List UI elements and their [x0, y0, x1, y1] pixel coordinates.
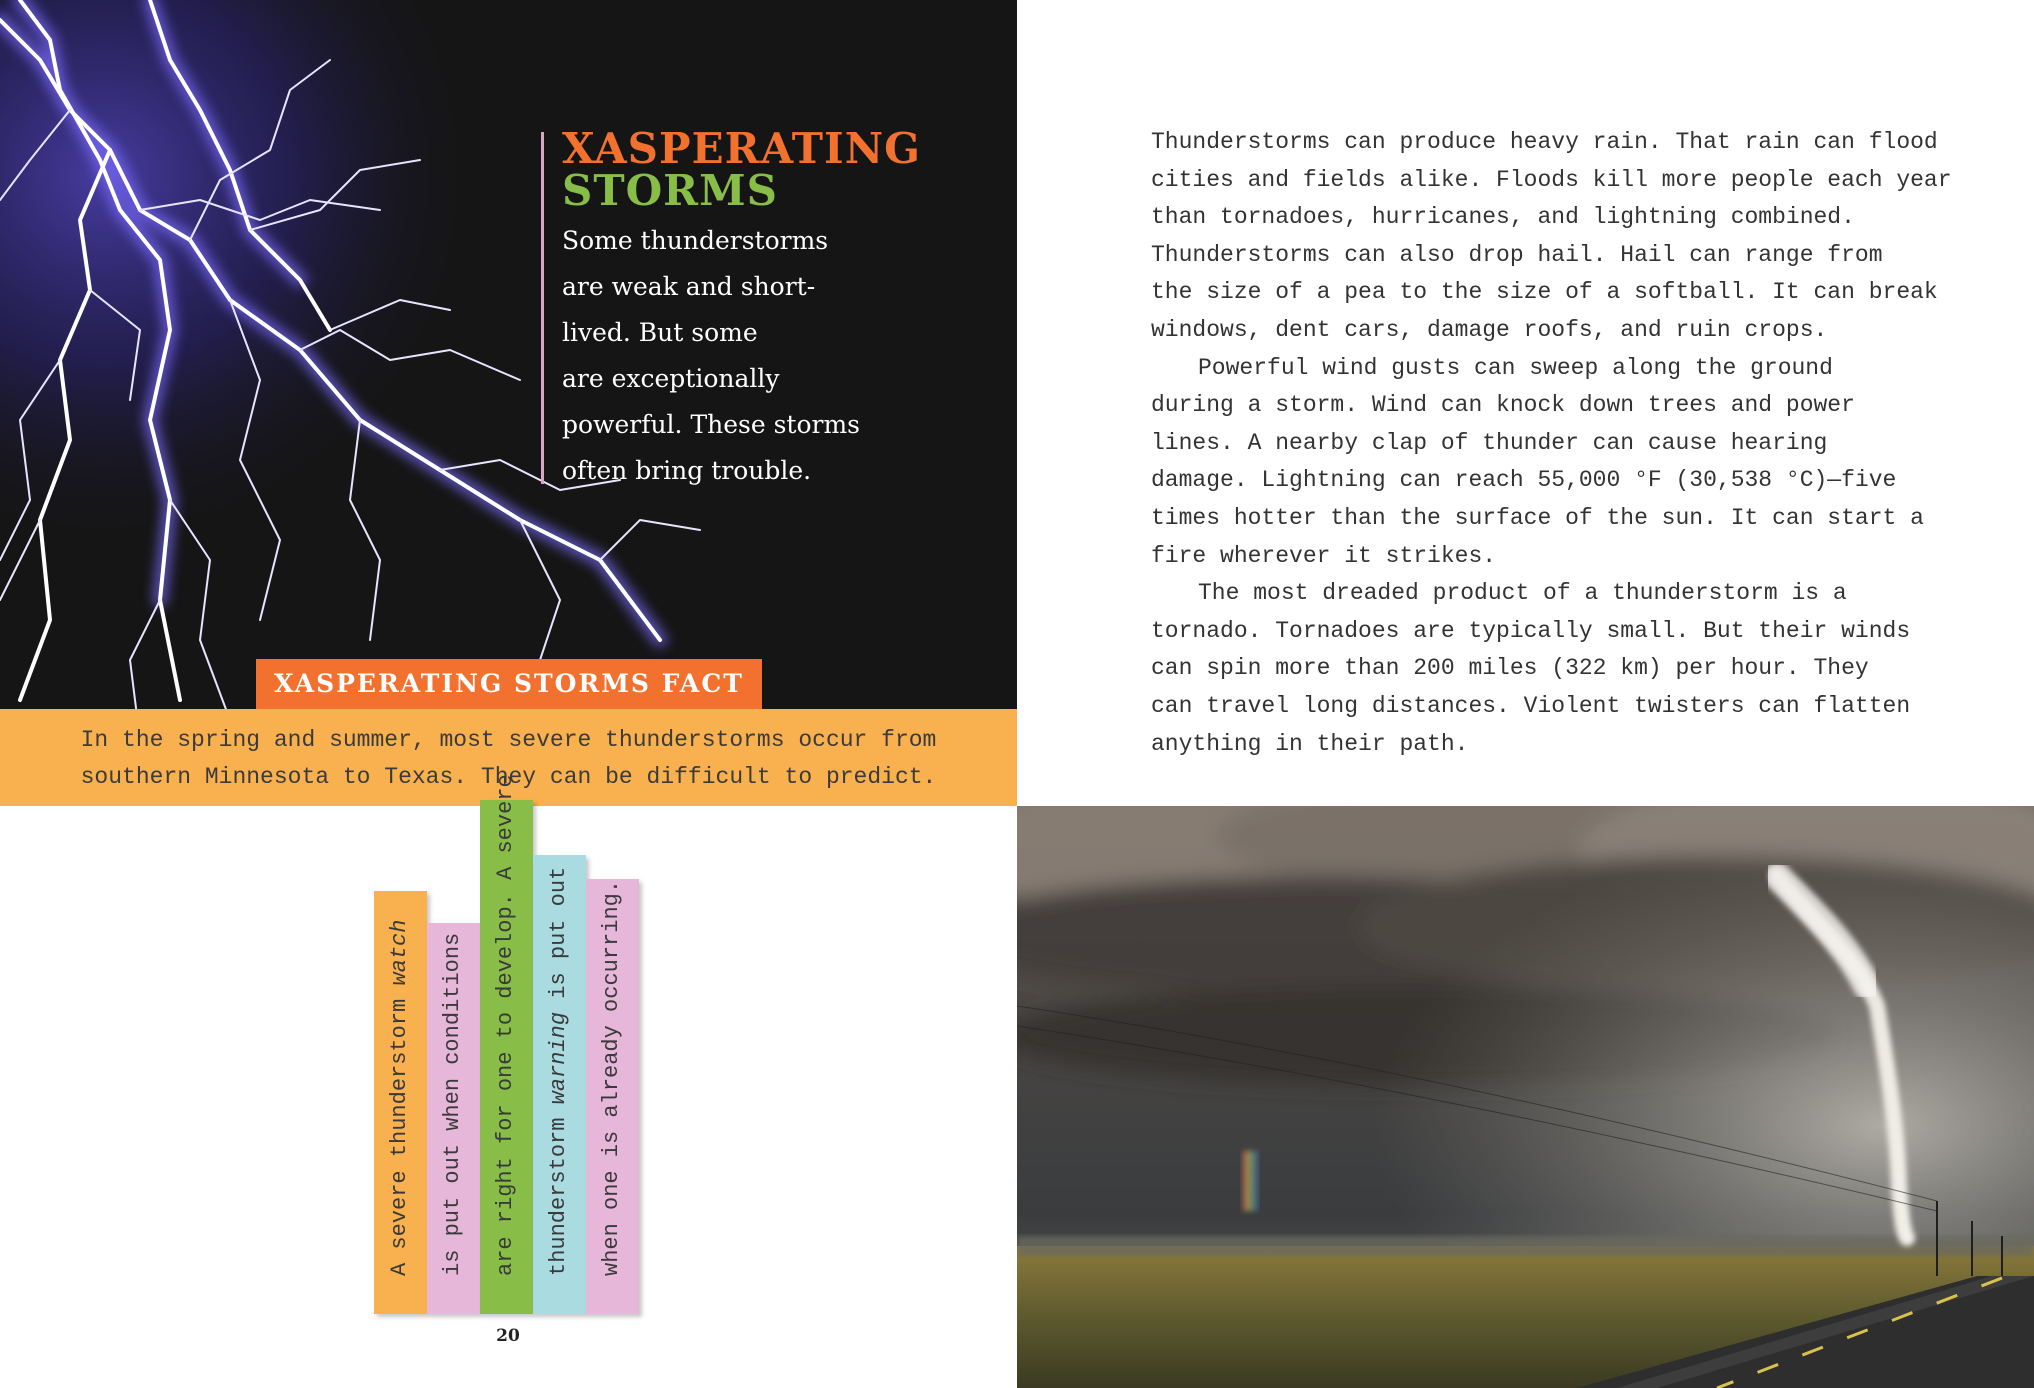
bar-text-emphasis: watch — [387, 919, 412, 986]
body-line: The most dreaded product of a thunderstorm is a — [1198, 580, 1847, 607]
fact-line: southern Minnesota to Texas. They can be difficult to predict. — [80, 764, 937, 790]
intro-line: often bring trouble. — [562, 456, 812, 485]
body-text — [1151, 124, 2011, 763]
body-line: cities and fields alike. Floods kill more people each year — [1151, 166, 1952, 193]
body-line: tornado. Tornadoes are typically small. But their winds — [1151, 617, 1911, 644]
body-line: damage. Lightning can reach 55,000 °F (30,538 °C)—five — [1151, 467, 1897, 494]
page-number: 20 — [496, 1326, 520, 1346]
body-line: can spin more than 200 miles (322 km) per hour. They — [1151, 655, 1869, 682]
body-line: fire wherever it strikes. — [1151, 542, 1497, 569]
heading-line-1: XASPERATING — [562, 124, 921, 173]
section-heading — [562, 124, 921, 215]
bar-text: is put out when conditions — [440, 932, 465, 1276]
vertical-bar-2 — [427, 923, 480, 1314]
bar-text: are right for one to develop. A severe — [493, 774, 518, 1276]
body-line: than tornadoes, hurricanes, and lightning combined. — [1151, 204, 1855, 231]
intro-line: are exceptionally — [562, 364, 780, 393]
vertical-bar-3 — [480, 774, 533, 1314]
body-line: lines. A nearby clap of thunder can cause hearing — [1151, 429, 1828, 456]
body-line: times hotter than the surface of the sun. It can start a — [1151, 504, 1924, 531]
intro-line: Some thunderstorms — [562, 226, 829, 255]
intro-line: are weak and short- — [562, 272, 816, 301]
bar-text: A severe thunderstorm — [387, 985, 412, 1276]
bar-text: thunderstorm — [546, 1104, 571, 1276]
bar-text: is put out — [546, 866, 571, 1012]
body-line: windows, dent cars, damage roofs, and ruin crops. — [1151, 316, 1828, 343]
body-line: during a storm. Wind can knock down trees and power — [1151, 392, 1855, 419]
title-accent-bar — [541, 132, 544, 484]
fact-line: In the spring and summer, most severe thunderstorms occur from — [80, 727, 937, 753]
fact-box-title: XASPERATING STORMS FACT — [256, 659, 762, 709]
tornado-photo — [1017, 806, 2034, 1388]
intro-line: powerful. These storms — [562, 410, 860, 439]
vertical-bar-1 — [374, 891, 427, 1314]
body-line: anything in their path. — [1151, 730, 1469, 757]
heading-line-2: STORMS — [562, 166, 778, 215]
vertical-bar-5 — [586, 879, 639, 1314]
intro-line: lived. But some — [562, 318, 758, 347]
bar-text-emphasis: warning — [546, 1011, 571, 1105]
intro-paragraph — [562, 218, 942, 494]
body-line: can travel long distances. Violent twisters can flatten — [1151, 692, 1911, 719]
body-line: the size of a pea to the size of a softball. It can break — [1151, 279, 1938, 306]
bar-text: when one is already occurring. — [599, 879, 624, 1276]
vertical-bar-4 — [533, 855, 586, 1314]
body-line: Powerful wind gusts can sweep along the ground — [1198, 354, 1833, 381]
body-line: Thunderstorms can produce heavy rain. That rain can flood — [1151, 129, 1938, 155]
tornado-illustration — [1017, 806, 2034, 1388]
body-line: Thunderstorms can also drop hail. Hail can range from — [1151, 241, 1883, 268]
